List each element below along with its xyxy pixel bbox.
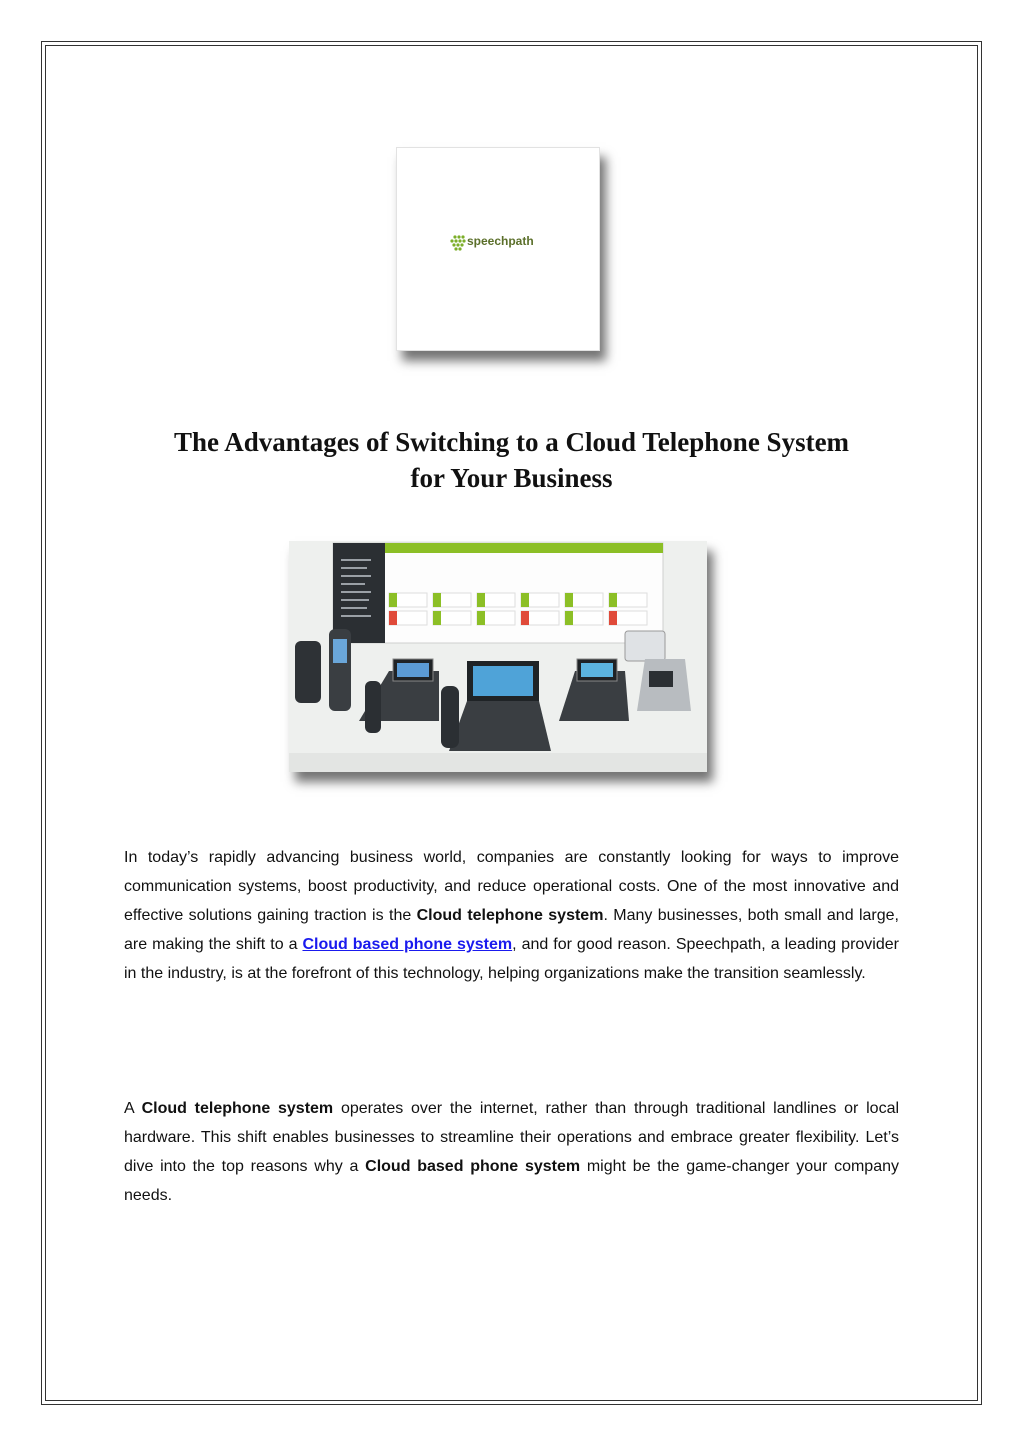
second-text-1: A — [124, 1100, 142, 1117]
intro-text-1: In today’s rapidly advancing business world, companies are constantly looking for ways to improve communication systems, boost productivity, and reduce operational costs. One of the most innovative and effective solutions gaining traction is the — [124, 849, 899, 924]
second-text-2: operates over the internet, rather than through traditional landlines or local hardware. This shift enables businesses to streamline their operations and embrace greater flexibility. Let’s dive into the top reasons why a — [124, 1100, 900, 1175]
cloud-based-phone-system-link[interactable]: Cloud based phone system — [302, 936, 513, 953]
intro-bold-1: Cloud telephone system — [416, 907, 604, 924]
product-image — [289, 541, 707, 772]
ip-phones-illustration-icon — [289, 541, 707, 772]
page-title-line1: The Advantages of Switching to a Cloud Telephone System — [173, 427, 850, 457]
page-title-line2: for Your Business — [410, 463, 613, 493]
speechpath-logo-icon — [447, 228, 557, 258]
intro-paragraph — [124, 843, 899, 988]
intro-text-3: , and for good reason. Speechpath, a leading provider in the industry, is at the forefront of this technology, helping organizations make the transition seamlessly. — [124, 936, 899, 982]
second-paragraph — [124, 1094, 899, 1210]
second-bold-2: Cloud based phone system — [365, 1158, 581, 1175]
intro-text-2: . Many businesses, both small and large, are making the shift to a — [124, 907, 900, 953]
second-text-3: might be the game-changer your company needs. — [124, 1158, 899, 1204]
page-title — [110, 424, 913, 496]
second-bold-1: Cloud telephone system — [141, 1100, 334, 1117]
logo-text: speechpath — [467, 234, 534, 248]
logo-card — [396, 147, 600, 351]
